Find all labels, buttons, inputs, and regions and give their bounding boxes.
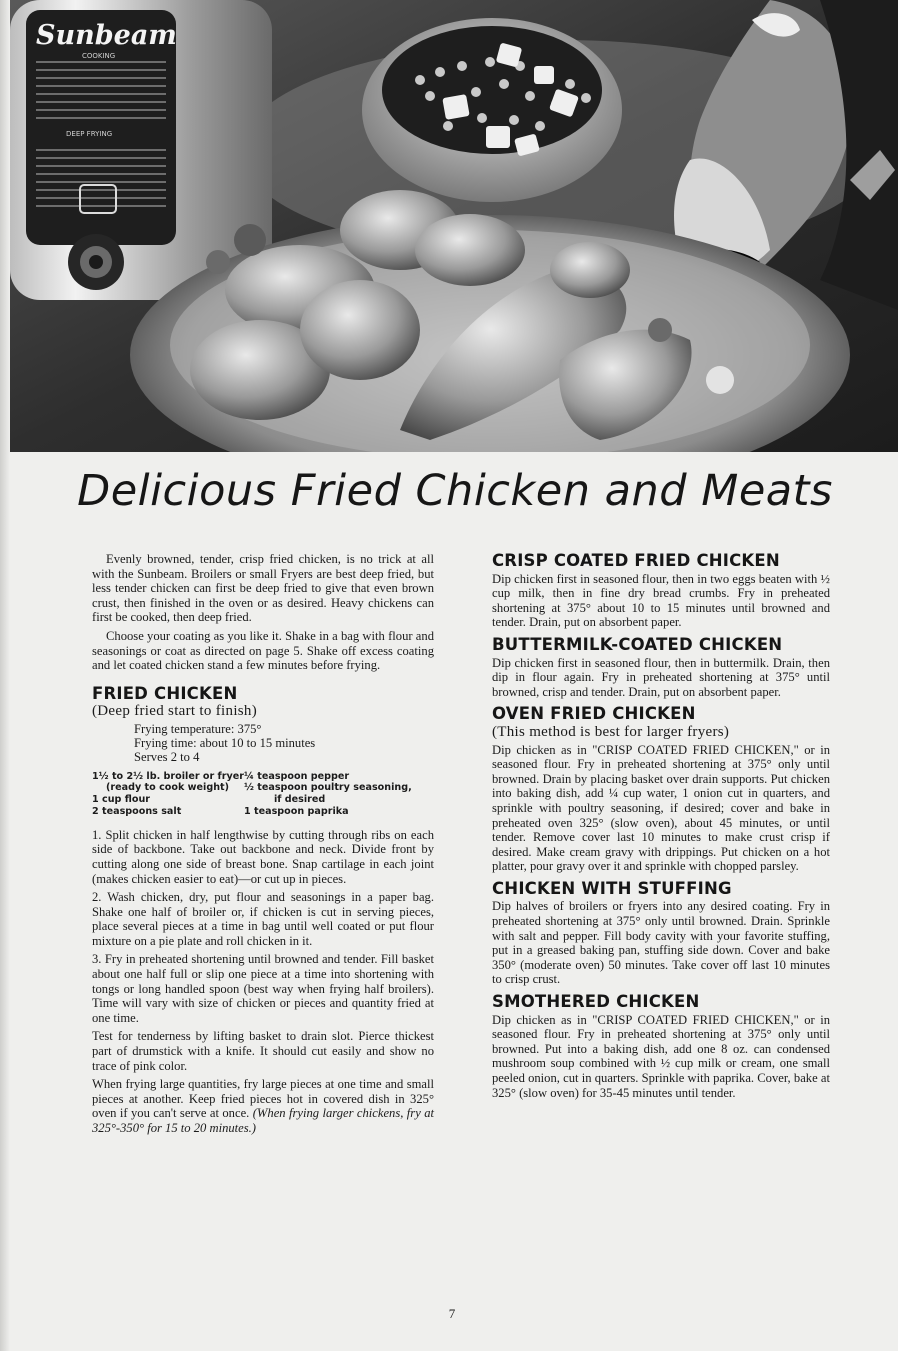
page-number: 7 [448,1306,456,1321]
panel-heading-cooking: COOKING [82,52,116,60]
ingredient-item: ½ teaspoon poultry seasoning, [244,782,412,794]
photo-illustration [0,0,898,452]
page-title: Delicious Fried Chicken and Meats [77,466,833,516]
ingredient-item: if desired [274,794,326,806]
spec-temperature: Frying temperature: 375° [134,721,262,736]
large-quantities-text: When frying large quantities, fry large pieces at one time and small pieces at another. Keep fried pieces hot in covered dish in 325° oven if you can't serve at once. [92,1077,434,1121]
ingredient-item: 1 cup flour [92,794,151,806]
spec-time: Frying time: about 10 to 15 minutes [134,736,316,751]
tenderness-test: Test for tenderness by lifting basket to drain slot. Pierce thickest part of drumstick with a knife. It should cut easily and show no trace of pink color. [92,1029,434,1073]
ingredient-item: 1½ to 2½ lb. broiler or fryer [92,770,244,782]
step-2: 2. Wash chicken, dry, put flour and seasonings in a paper bag. Shake one half of broiler or, if chicken is cut in serving pieces, place several pieces at a time in bag until well coated or put flour mixture on a pie plate and roll chicken in it. [92,890,434,948]
smothered-heading: SMOTHERED CHICKEN [492,992,700,1012]
larger-chickens-note: (When frying larger chickens, fry at 325°-350° for 15 to 20 minutes.) [92,1106,434,1136]
ingredient-item: (ready to cook weight) [106,782,229,794]
oven-fried-heading: OVEN FRIED CHICKEN [492,704,696,724]
buttermilk-body: Dip chicken first in seasoned flour, then in buttermilk. Drain, then dip in flour again. Fry in preheated shortening at 375° until browned, crisp and tender. Drain, put on absorbent paper. [492,655,830,699]
crisp-coated-heading: CRISP COATED FRIED CHICKEN [492,551,780,570]
oven-fried-subheading: (This method is best for larger fryers) [492,723,730,740]
step-1: 1. Split chicken in half lengthwise by cutting through ribs on each side of backbone. Take out backbone and neck. Divide front by cutting along one side of breast bone. Snap cartilage in each joint (makes chicken easier to eat)—or cut up in pieces. [92,827,434,886]
fried-chicken-specs [134,722,434,765]
brand-logo: Sunbeam [36,20,177,51]
ingredient-item: 1 teaspoon paprika [244,805,349,817]
food-photo [0,0,898,452]
intro-paragraph-1: Evenly browned, tender, crisp fried chicken, is no trick at all with the Sunbeam. Broilers or small Fryers are best deep fried, but less tender chicken can first be deep fried to give that even brown crust, then finished in the oven or as desired. Heavy chickens can first be cooked, then deep fried. [92,552,434,625]
spec-serves: Serves 2 to 4 [134,750,200,765]
left-column [92,552,434,1140]
ingredient-item: 2 teaspoons salt [92,805,182,817]
fried-chicken-heading: FRIED CHICKEN [92,683,238,703]
intro-paragraph-2: Choose your coating as you like it. Shake in a bag with flour and seasonings or coat as directed on page 5. Shake off excess coating and let coated chicken stand a few minutes before frying. [92,628,434,673]
right-column [492,551,830,1104]
crisp-coated-body: Dip chicken first in seasoned flour, then in two eggs beaten with ½ cup milk, then in fine dry bread crumbs. Fry in preheated shortening at 375° about 10 to 15 minutes until browned and tender. Drain, put on absorbent paper. [492,571,830,630]
ingredient-list [92,771,434,818]
oven-fried-body: Dip chicken as in "CRISP COATED FRIED CHICKEN," or in seasoned flour. Fry in preheated shortening at 375° only until browned. Drain by placing basket over drain supports. Put chicken into baking dish, add ¼ cup water, 1 onion cut in quarters, and sprinkle with poultry seasoning, if desired; cover and bake in preheated oven 325° (slow oven), about 45 minutes, or until tender. Remove cover last 10 minutes to make crust crisp if desired. Make cream gravy with drippings. Put chicken on a hot platter, pour gravy over it and sprinkle with chopped parsley. [492,742,830,874]
stuffing-heading: CHICKEN WITH STUFFING [492,878,732,898]
page-spine-shadow [0,0,10,1351]
panel-heading-deep-frying: DEEP FRYING [66,130,113,138]
ingredient-item: ¼ teaspoon pepper [244,770,350,782]
bowl-of-peas [362,18,622,202]
large-quantities-tip [92,1077,434,1135]
step-3: 3. Fry in preheated shortening until browned and tender. Fill basket about one half full or slip one piece at a time into shortening with tongs or long handled spoon (best way when frying half broilers). Time will vary with size of chicken or pieces and quantity fried at one time. [92,952,434,1025]
buttermilk-heading: BUTTERMILK-COATED CHICKEN [492,634,783,654]
fried-chicken-subheading: (Deep fried start to finish) [92,703,258,720]
smothered-body: Dip chicken as in "CRISP COATED FRIED CHICKEN," or in seasoned flour. Fry in preheated shortening at 375° only until browned. Put into a baking dish, add one 8 oz. can condensed mushroom soup combined with ½ cup milk or cream, one small peeled onion, cut in quarters. Sprinkle with paprika. Cover, bake at 325° (slow oven) for 35-45 minutes until tender. [492,1012,830,1100]
stuffing-body: Dip halves of broilers or fryers into any desired coating. Fry in preheated shortening at 375° only until browned. Drain. Sprinkle with salt and pepper. Fill body cavity with your favorite stuffing, put in a greased baking pan, stuffing side down. Cover and bake 350° (moderate oven) 50 minutes. Take cover off last 10 minutes to crisp crust. [492,899,830,987]
